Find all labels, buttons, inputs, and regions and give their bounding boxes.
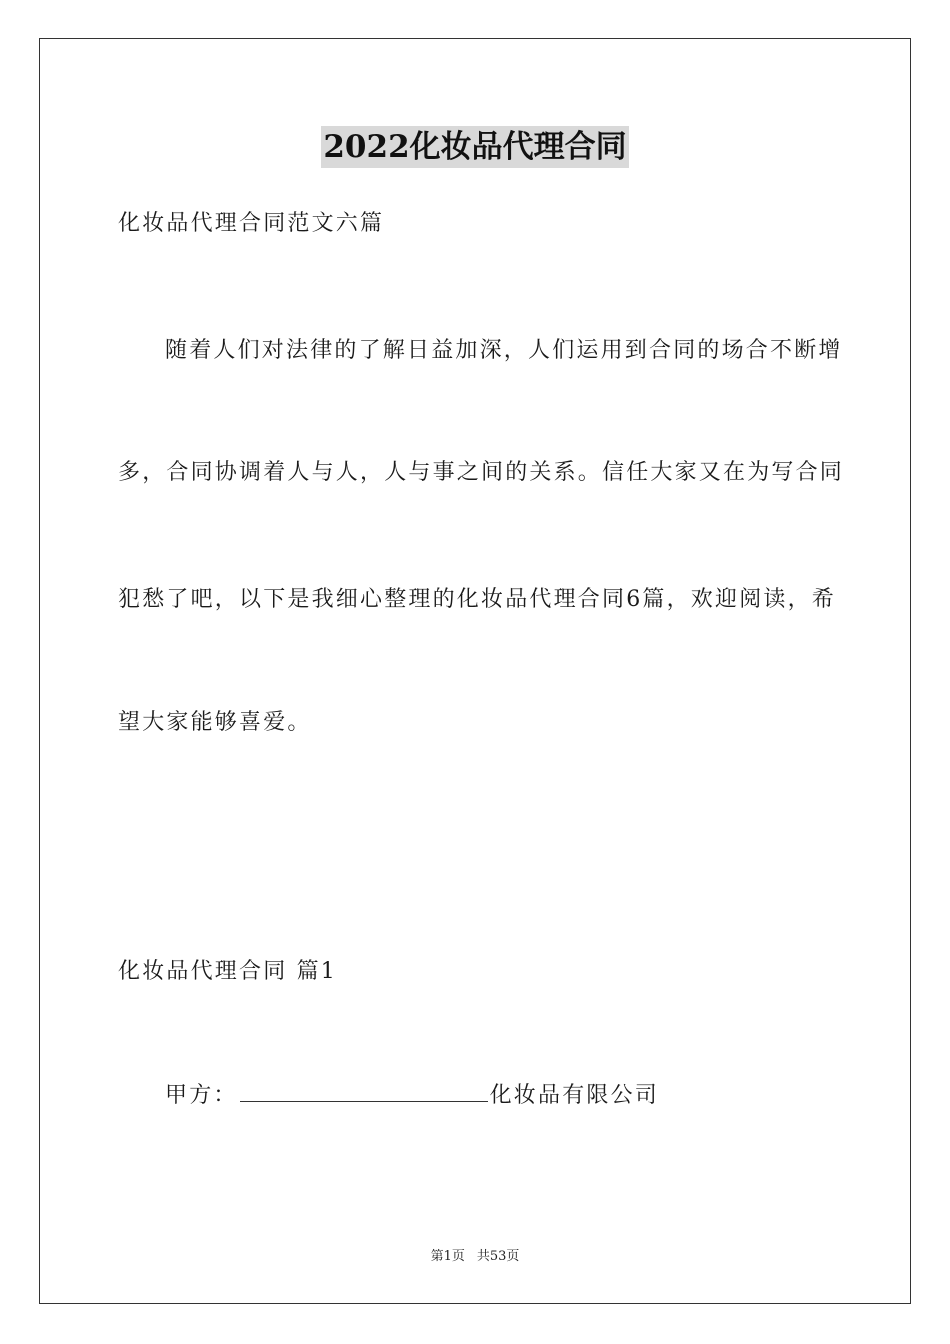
paragraph-line-1: 随着人们对法律的了解日益加深，人们运用到合同的场合不断增 [165, 338, 843, 363]
party-a-label: 甲方： [165, 1083, 238, 1108]
party-a-blank-field [240, 1083, 488, 1102]
paragraph-line-2: 多，合同协调着人与人，人与事之间的关系。信任大家又在为写合同 [118, 460, 845, 485]
paragraph-line-3: 犯愁了吧，以下是我细心整理的化妆品代理合同6篇，欢迎阅读，希 [118, 587, 836, 612]
page-number-total: 共53页 [476, 1249, 520, 1264]
document-subtitle: 化妆品代理合同范文六篇 [118, 211, 385, 236]
party-a-line [165, 1082, 659, 1110]
party-a-company-suffix: 化妆品有限公司 [489, 1083, 660, 1108]
title-container [0, 126, 950, 168]
page-footer [0, 1248, 950, 1266]
section-heading: 化妆品代理合同 篇1 [118, 959, 337, 984]
paragraph-line-4: 望大家能够喜爱。 [118, 710, 312, 735]
document-title: 2022化妆品代理合同 [321, 126, 628, 168]
page-number-current: 第1页 [430, 1249, 465, 1264]
